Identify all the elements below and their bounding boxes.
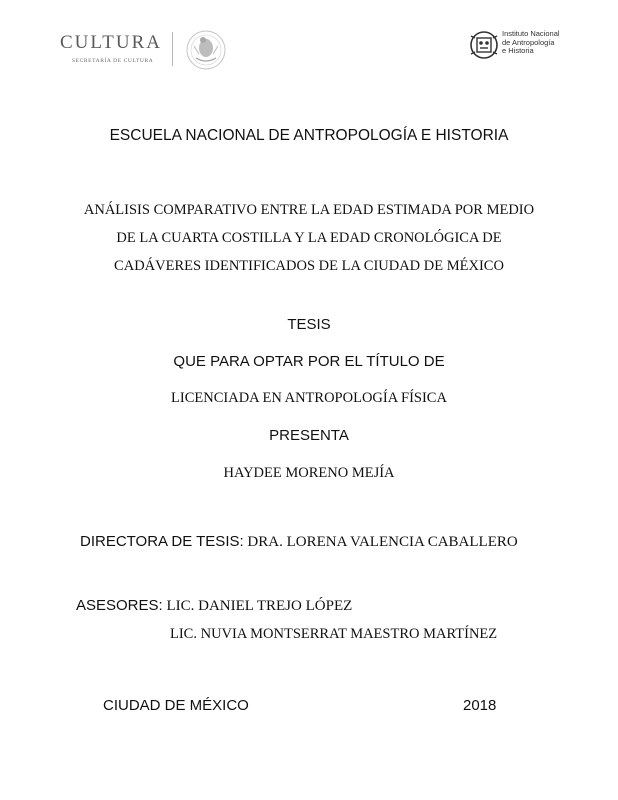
year: 2018 (463, 697, 497, 714)
mexico-coat-of-arms-icon (180, 28, 232, 72)
degree-name: LICENCIADA EN ANTROPOLOGÍA FÍSICA (171, 390, 447, 406)
inah-line-2: de Antropología (502, 37, 555, 47)
cultura-logo (60, 28, 240, 72)
director-name: DRA. LORENA VALENCIA CABALLERO (247, 534, 518, 550)
thesis-title-line-1: ANÁLISIS COMPARATIVO ENTRE LA EDAD ESTIMADA POR MEDIO (83, 202, 535, 218)
director-label: DIRECTORA DE TESIS: (80, 533, 244, 550)
advisor-name-2: LIC. NUVIA MONTSERRAT MAESTRO MARTÍNEZ (170, 626, 498, 642)
author-name: HAYDEE MORENO MEJÍA (223, 465, 395, 481)
thesis-title-line-2: DE LA CUARTA COSTILLA Y LA EDAD CRONOLÓGICA DE (116, 230, 502, 246)
logo-divider (172, 32, 173, 66)
inah-line-1: Instituto Nacional (502, 29, 560, 38)
inah-text (502, 30, 560, 56)
cultura-wordmark: CULTURA (60, 32, 162, 53)
thesis-title-line-3: CADÁVERES IDENTIFICADOS DE LA CIUDAD DE MÉXICO (114, 258, 504, 274)
cultura-subtitle: SECRETARÍA DE CULTURA (72, 58, 154, 64)
city: CIUDAD DE MÉXICO (103, 697, 249, 714)
advisors-label: ASESORES: (76, 597, 163, 614)
inah-logo (468, 28, 578, 68)
degree-intro: QUE PARA OPTAR POR EL TÍTULO DE (173, 353, 445, 370)
inah-emblem-icon (468, 28, 500, 62)
director-line (80, 533, 518, 551)
presenta-label: PRESENTA (269, 427, 349, 444)
advisor-name-1: LIC. DANIEL TREJO LÓPEZ (166, 598, 353, 614)
school-name: ESCUELA NACIONAL DE ANTROPOLOGÍA E HISTORIA (109, 127, 509, 144)
thesis-label: TESIS (287, 316, 331, 333)
advisors-line (76, 597, 352, 615)
inah-line-3: e Historia (502, 46, 534, 55)
